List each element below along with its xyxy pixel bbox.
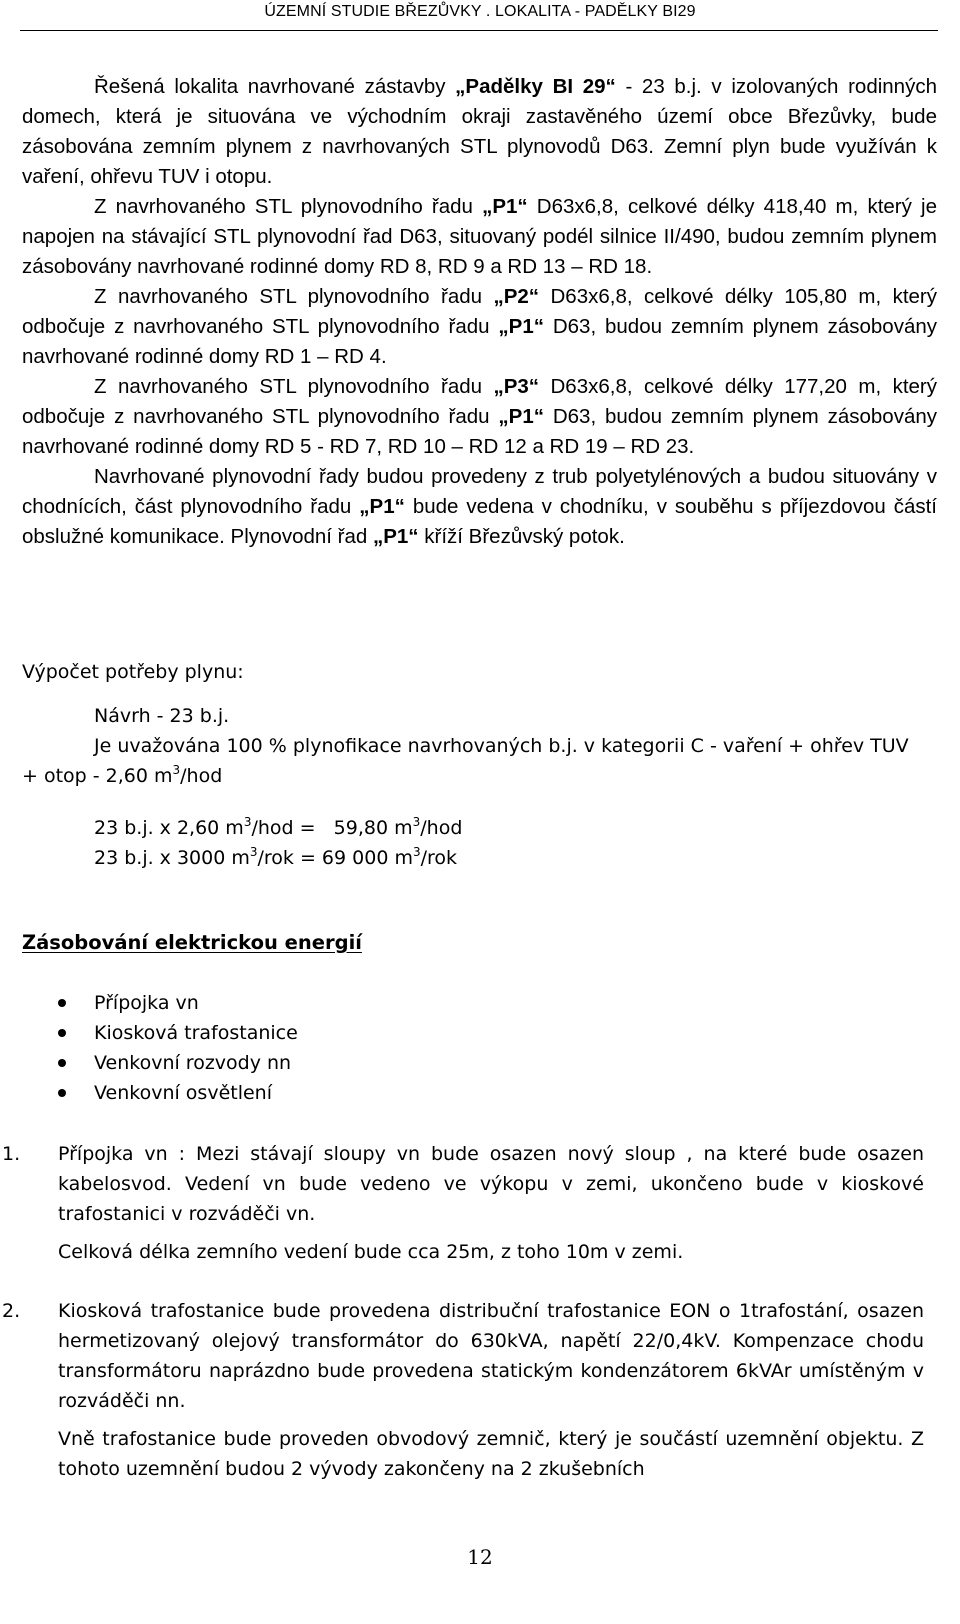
bullet-icon	[58, 1029, 66, 1037]
superscript: 3	[243, 815, 252, 829]
list-item-label: Venkovní osvětlení	[94, 1082, 273, 1104]
list-item	[58, 1018, 658, 1048]
text: /rok = 69 000 m	[257, 847, 413, 869]
text: Z navrhovaného STL plynovodního řadu	[94, 285, 494, 308]
list-item	[58, 988, 658, 1018]
list-item-label: Venkovní rozvody nn	[94, 1052, 292, 1074]
paragraph-p1	[22, 192, 937, 282]
bullet-icon	[58, 999, 66, 1007]
text: 23 b.j. x 2,60 m	[94, 817, 244, 839]
item-text	[58, 1139, 924, 1275]
bullet-icon	[58, 1089, 66, 1097]
page-header: ÚZEMNÍ STUDIE BŘEZŮVKY . LOKALITA - PADĚLKY BI29	[264, 3, 696, 20]
pipe-label-p1: „P1“	[359, 495, 405, 518]
list-item-label: Přípojka vn	[94, 992, 199, 1014]
text: - 23 b.j. v izolovaných rodinných domech, která je situována ve východním okraji zastavěného území obce Březůvky, bude zásobována zemním plynem z navrhovaných STL plynovodů D63. Zemní plyn bude využíván k vaření, ohřevu TUV i otopu.	[22, 75, 937, 188]
paragraph-p3	[22, 372, 937, 462]
text: D63x6,8, celkové délky 105,80 m, který odbočuje z navrhovaného STL plynovodního řadu	[22, 285, 937, 338]
paragraph: Přípojka vn : Mezi stávají sloupy vn bude osazen nový sloup , na které bude osazen kabelosvod. Vedení vn bude vedeno ve výkopu v zemi, ukončeno bude v kioskové trafostanici v rozváděči vn.	[58, 1143, 924, 1225]
text: /hod = 59,80 m	[251, 817, 413, 839]
text: /hod	[420, 817, 463, 839]
superscript: 3	[412, 815, 421, 829]
text: Z navrhovaného STL plynovodního řadu	[94, 375, 494, 398]
text: D63x6,8, celkové délky 177,20 m, který odbočuje z navrhovaného STL plynovodního řadu	[22, 375, 937, 428]
text: D63, budou zemním plynem zásobovány navrhované rodinné domy RD 1 – RD 4.	[22, 315, 937, 368]
text: 23 b.j. x 3000 m	[94, 847, 250, 869]
item-number: 2.	[2, 1300, 21, 1322]
list-item-label: Kiosková trafostanice	[94, 1022, 298, 1044]
calc-line-assumption	[22, 731, 922, 791]
pipe-label-p1: „P1“	[482, 195, 528, 218]
superscript: 3	[249, 845, 258, 859]
electric-bullet-list	[58, 988, 658, 1108]
pipe-label-p1: „P1“	[372, 525, 419, 548]
text: /hod	[180, 765, 223, 787]
pipe-label-p3: „P3“	[493, 375, 540, 398]
text: Z navrhovaného STL plynovodního řadu	[94, 195, 483, 218]
paragraph-intro	[22, 72, 937, 192]
paragraph: Celková délka zemního vedení bude cca 25m, z toho 10m v zemi.	[58, 1241, 684, 1263]
text: Je uvažována 100 % plynofikace navrhovaných b.j. v kategorii C - vaření + ohřev TUV + otop - 2,60 m	[22, 735, 909, 787]
superscript: 3	[172, 763, 181, 777]
item-number: 1.	[2, 1143, 21, 1165]
gas-calc-title: Výpočet potřeby plynu:	[22, 661, 244, 683]
pipe-label-p1: „P1“	[498, 405, 544, 428]
pipe-label-p1: „P1“	[498, 315, 544, 338]
text: Navrhované plynovodní řady budou provedeny z trub polyetylénových a budou situovány v chodnících, část plynovodního řadu	[22, 465, 937, 518]
gas-calc-lines	[94, 701, 934, 731]
paragraph: Vně trafostanice bude proveden obvodový zemnič, který je součástí uzemnění objektu. Z tohoto uzemnění budou 2 vývody zakončeny na 2 zkušebních	[58, 1428, 924, 1480]
paragraph-pipes	[22, 462, 937, 552]
text: kříží Březůvský potok.	[418, 525, 625, 548]
item-text	[58, 1296, 924, 1492]
calc-line-proposal: Návrh - 23 b.j.	[94, 705, 230, 727]
paragraph-p2	[22, 282, 937, 372]
text: D63, budou zemním plynem zásobovány navrhované rodinné domy RD 5 - RD 7, RD 10 – RD 12 a RD 19 – RD 23.	[22, 405, 937, 458]
superscript: 3	[412, 845, 421, 859]
list-item	[58, 1048, 658, 1078]
text: Řešená lokalita navrhované zástavby	[94, 75, 456, 98]
bullet-icon	[58, 1059, 66, 1067]
list-item	[58, 1078, 658, 1108]
text: D63x6,8, celkové délky 418,40 m, který je napojen na stávající STL plynovodní řad D63, situovaný podél silnice II/490, budou zemním plynem zásobovány navrhované rodinné domy RD 8, RD 9 a RD 13 – RD 18.	[22, 195, 937, 278]
gas-supply-text	[22, 72, 937, 552]
text: bude vedena v chodníku, v souběhu s příjezdovou částí obslužné komunikace. Plynovodní řad	[22, 495, 937, 548]
header-rule	[20, 30, 938, 31]
text: /rok	[420, 847, 458, 869]
pipe-label-p2: „P2“	[493, 285, 540, 308]
page-number: 12	[467, 1545, 493, 1569]
section-heading-electric: Zásobování elektrickou energií	[22, 931, 362, 954]
calc-result-yearly	[94, 843, 794, 873]
calc-result-hourly	[94, 813, 794, 843]
locality-name: „Padělky BI 29“	[455, 75, 616, 98]
paragraph: Kiosková trafostanice bude provedena distribuční trafostanice EON o 1trafostání, osazen hermetizovaný olejový transformátor do 630kVA, napětí 22/0,4kV. Kompenzace chodu transformátoru naprázdno bude provedena statickým kondenzátorem 6kVAr umístěným v rozváděči nn.	[58, 1300, 924, 1412]
